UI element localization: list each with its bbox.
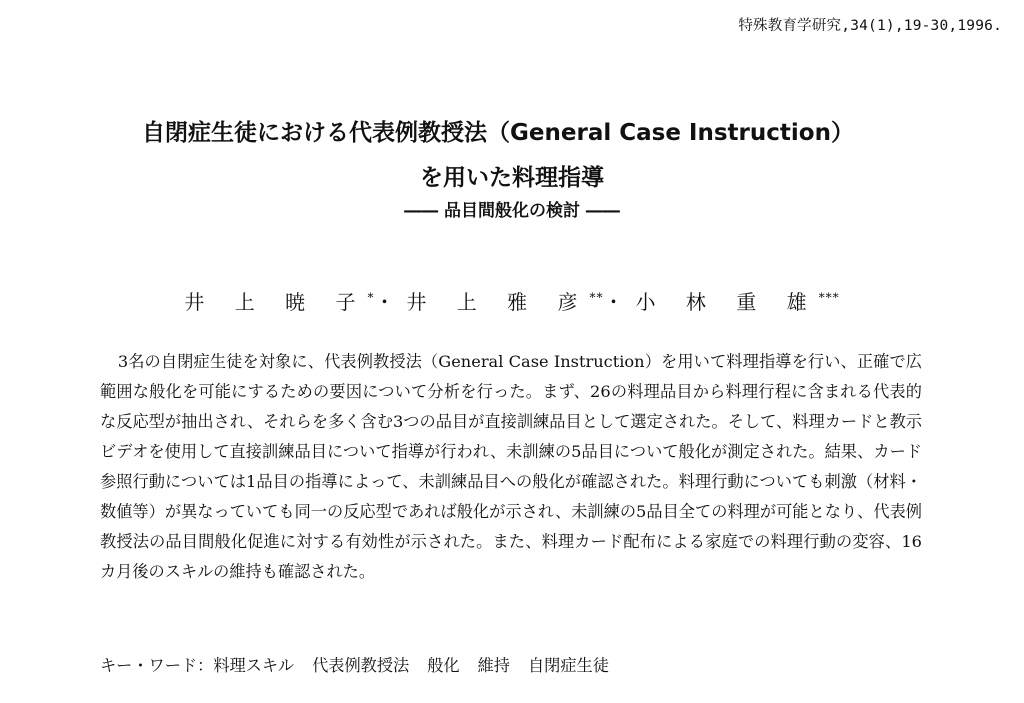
- abstract-paragraph: 3名の自閉症生徒を対象に、代表例教授法（General Case Instruction）を用いて料理指導を行い、正確で広範囲な般化を可能にするための要因について分析を行った。まず、26の料理品目から料理行程に含まれる代表的な反応型が抽出され、それらを多く含む3つの品目が直接訓練品目として選定された。そして、料理カードと教示ビデオを使用して直接訓練品目について指導が行われ、未訓練の5品目について般化が測定された。結果、カード参照行動については1品目の指導によって、未訓練品目への般化が確認された。料理行動についても刺激（材料・数値等）が異なっていても同一の反応型であれば般化が示され、未訓練の5品目全ての料理が可能となり、代表例教授法の品目間般化促進に対する有効性が示された。また、料理カード配布による家庭での料理行動の変容、16カ月後のスキルの維持も確認された。: [100, 352, 922, 581]
- author-separator: ・: [374, 290, 407, 314]
- journal-citation: 特殊教育学研究,34(1),19-30,1996.: [738, 18, 1002, 34]
- keyword: 般化: [427, 656, 460, 675]
- keywords-label: キー・ワード：: [100, 656, 214, 675]
- title-block: [0, 118, 1024, 223]
- author-name: 小 林 重 雄: [635, 290, 819, 314]
- keyword: 料理スキル: [213, 656, 295, 675]
- author-name: 井 上 暁 子: [184, 290, 368, 314]
- author-name: 井 上 雅 彦: [406, 290, 590, 314]
- paper-title-line1: 自閉症生徒における代表例教授法（General Case Instruction）: [142, 120, 854, 146]
- author-affiliation-mark: *: [367, 290, 375, 305]
- keyword: 自閉症生徒: [527, 656, 609, 675]
- author-affiliation-mark: **: [589, 290, 604, 305]
- keyword: 維持: [477, 656, 510, 675]
- author-affiliation-mark: ***: [818, 290, 840, 305]
- keywords-line: [100, 652, 627, 676]
- author-separator: ・: [603, 290, 636, 314]
- paper-subtitle: ―― 品目間般化の検討 ――: [404, 201, 620, 221]
- keyword: 代表例教授法: [312, 656, 410, 675]
- author-list: [0, 286, 1024, 315]
- paper-title-line2: を用いた料理指導: [420, 165, 604, 191]
